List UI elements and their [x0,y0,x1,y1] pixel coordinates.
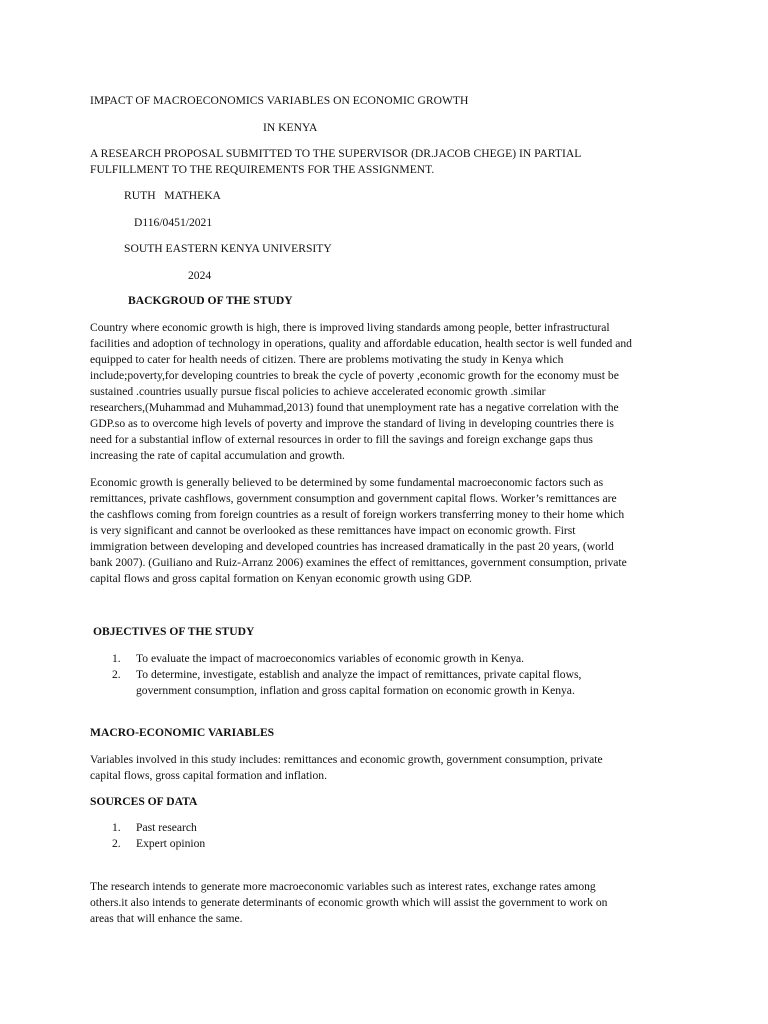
text-line: facilities and adoption of technology in operations, quality and affordable education, health sector is well funded and [90,337,632,350]
list-item-text: Expert opinion [136,837,206,850]
list-number: 1. [112,652,121,665]
text-line: bank 2007). (Guiliano and Ruiz-Arranz 2006) examines the effect of remittances, government consumption, private [90,556,627,569]
university-name: SOUTH EASTERN KENYA UNIVERSITY [124,242,332,255]
text-line: capital flows, gross capital formation and inflation. [90,769,327,782]
list-number: 2. [112,837,121,850]
sources-heading: SOURCES OF DATA [90,795,198,808]
proposal-line-2: FULFILLMENT TO THE REQUIREMENTS FOR THE ASSIGNMENT. [90,163,435,176]
list-item [90,667,690,699]
background-heading: BACKGROUD OF THE STUDY [128,294,293,307]
text-line: sustained .countries usually pursue fiscal policies to achieve accelerated economic growth .similar [90,385,546,398]
text-line: GDP.so as to overcome high levels of poverty and improve the standard of living in developing countries there is [90,417,614,430]
list-item-text: government consumption, inflation and gross capital formation on economic growth in Kenya. [136,684,575,697]
sources-list [90,820,690,852]
text-line: equipped to cater for health needs of citizen. There are problems motivating the study in Kenya which [90,353,564,366]
registration-number: D116/0451/2021 [134,216,213,229]
author-name: RUTH MATHEKA [124,189,221,202]
text-line: others.it also intends to generate determinants of economic growth which will assist the government to work on [90,896,608,909]
objectives-list [90,651,690,699]
title-line-2: IN KENYA [263,121,318,134]
text-line: Variables involved in this study includes: remittances and economic growth, government consumption, private [90,753,603,766]
text-line: Economic growth is generally believed to be determined by some fundamental macroeconomic factors such as [90,476,604,489]
list-item [90,820,690,836]
list-item-text: To determine, investigate, establish and analyze the impact of remittances, private capital flows, [136,668,582,681]
text-line: increasing the rate of capital accumulation and growth. [90,449,345,462]
text-line: Country where economic growth is high, there is improved living standards among people, better infrastructural [90,321,610,334]
text-line: remittances, private cashflows, government consumption and government capital flows. Worker’s remittances are [90,492,617,505]
text-line: need for a substantial inflow of external resources in order to fill the savings and foreign exchange gaps thus [90,433,593,446]
text-line: immigration between developing and developed countries has increased dramatically in the past 20 years, (world [90,540,614,553]
objectives-heading: OBJECTIVES OF THE STUDY [93,625,255,638]
proposal-line-1: A RESEARCH PROPOSAL SUBMITTED TO THE SUPERVISOR (DR.JACOB CHEGE) IN PARTIAL [90,147,582,160]
text-line: researchers,(Muhammad and Muhammad,2013) found that unemployment rate has a negative correlation with the [90,401,619,414]
list-item-text: To evaluate the impact of macroeconomics variables of economic growth in Kenya. [136,652,525,665]
title-line-1: IMPACT OF MACROECONOMICS VARIABLES ON ECONOMIC GROWTH [90,94,469,107]
list-number: 1. [112,821,121,834]
text-line: include;poverty,for developing countries to break the cycle of poverty ,economic growth for the economy must be [90,369,619,382]
list-item [90,836,690,852]
conclusion-paragraph [90,879,682,927]
text-line: the cashflows coming from foreign countries as a result of foreign workers transferring money to their home which [90,508,625,521]
background-paragraph-1 [90,320,682,464]
list-number: 2. [112,668,121,681]
background-paragraph-2 [90,475,682,587]
list-item [90,651,690,667]
text-line: capital flows and gross capital formation on Kenyan economic growth using GDP. [90,572,472,585]
year: 2024 [188,269,212,282]
text-line: The research intends to generate more macroeconomic variables such as interest rates, exchange rates among [90,880,596,893]
text-line: areas that will enhance the same. [90,912,243,925]
variables-heading: MACRO-ECONOMIC VARIABLES [90,726,275,739]
variables-paragraph [90,752,682,784]
text-line: is very significant and cannot be overlooked as these remittances have impact on economic growth. First [90,524,576,537]
list-item-text: Past research [136,821,197,834]
